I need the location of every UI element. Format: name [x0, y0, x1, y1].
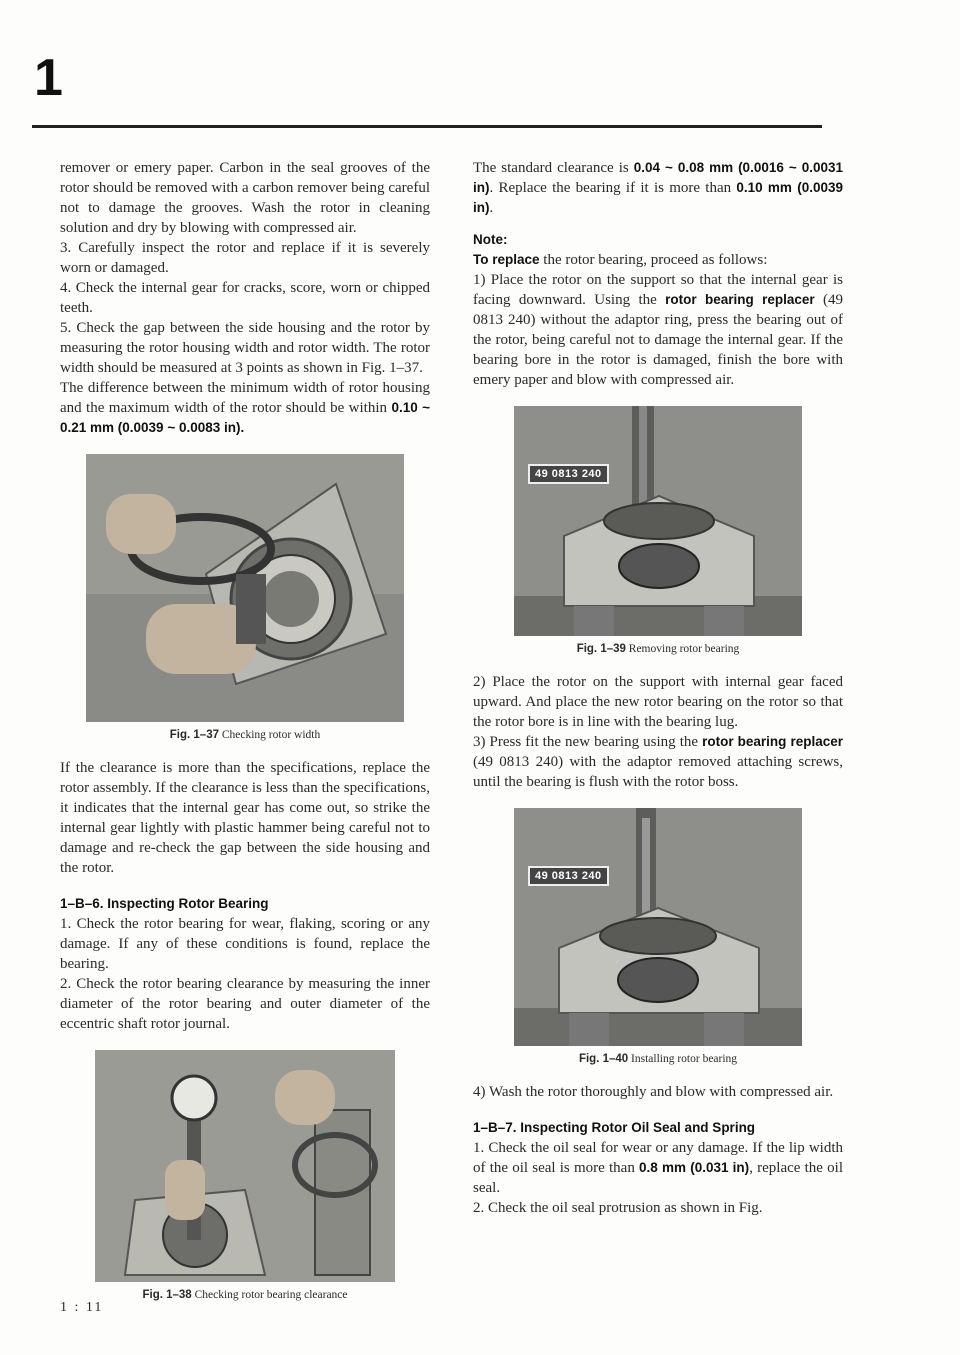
section-1-b-7-item-2: 2. Check the oil seal protrusion as shown in Fig.: [473, 1200, 763, 1216]
figure-1-39-caption: [473, 642, 843, 656]
step-1-tool-name: rotor bearing replacer: [665, 292, 815, 307]
step-4: 4) Wash the rotor thoroughly and blow with compressed air.: [473, 1084, 834, 1100]
step-3-text-a: 3) Press fit the new bearing using the: [473, 734, 699, 750]
oil-seal-lip-width-value: 0.8 mm (0.031 in): [639, 1160, 750, 1175]
section-1-b-7-title: 1–B–7. Inspecting Rotor Oil Seal and Spring: [473, 1120, 756, 1135]
note-label: Note:: [473, 232, 508, 247]
standard-clearance-mid: . Replace the bearing if it is more than: [489, 180, 732, 196]
max-clearance-value: 0.10 mm (0.0039 in): [473, 180, 843, 215]
figure-1-39-number: Fig. 1–39: [576, 643, 626, 655]
figure-1-39-tool-tag: 49 0813 240: [528, 464, 609, 484]
step-3: [473, 732, 843, 792]
step-1-text-b: (49 0813 240) without the adaptor ring, press the bearing out of the rotor, being careful not to damage the internal gear. If the bearing bore in the rotor is damaged, finish the bore with emery paper and blow with compressed air.: [473, 292, 844, 388]
note-replace-label: To replace: [473, 252, 540, 267]
header-rule: [32, 125, 822, 128]
figure-1-37-title: Checking rotor width: [221, 729, 321, 741]
figure-1-38-photo: [95, 1050, 395, 1282]
right-column: [473, 158, 843, 1218]
figure-1-37-caption: [60, 728, 430, 742]
section-1-b-7-item-1-text-a: 1. Check the oil seal for wear or any damage. If the lip width of the oil seal is more than: [473, 1140, 843, 1176]
figure-1-37-number: Fig. 1–37: [169, 729, 219, 741]
difference-spec-value: 0.10 ~ 0.21 mm (0.0039 ~ 0.0083 in).: [60, 400, 430, 435]
figure-1-40-title: Installing rotor bearing: [631, 1053, 738, 1065]
note-replace-text: the rotor bearing, proceed as follows:: [543, 252, 768, 268]
paragraph-clearance-spec: If the clearance is more than the specifications, replace the rotor assembly. If the clearance is less than the specifications, it indicates that the internal gear has come out, so strike the internal gear lightly with plastic hammer being careful not to damage and re-check the gap between the side housing and the rotor.: [60, 760, 430, 876]
paragraph-difference: [60, 378, 430, 438]
standard-clearance-end: .: [489, 200, 494, 216]
paragraph-carbon-removal: remover or emery paper. Carbon in the seal grooves of the rotor should be removed with a carbon remover being careful not to damage the grooves. Wash the rotor in cleaning solution and dry by blowing with compressed air.: [60, 160, 430, 236]
section-1-b-7-item-1-text-b: , replace the oil seal.: [473, 1160, 843, 1196]
section-1-b-6-item-2: 2. Check the rotor bearing clearance by measuring the inner diameter of the rotor bearing and outer diameter of the eccentric shaft rotor journal.: [60, 976, 430, 1032]
chapter-number: 1: [34, 49, 63, 107]
section-1-b-7-item-1: [473, 1138, 843, 1198]
figure-1-39-photo: [514, 406, 802, 636]
difference-text: The difference between the minimum width of rotor housing and the maximum width of the rotor should be within: [60, 380, 430, 416]
standard-clearance-value: 0.04 ~ 0.08 mm (0.0016 ~ 0.0031 in): [473, 160, 843, 195]
figure-1-40-tool-tag: 49 0813 240: [528, 866, 609, 886]
list-item-5: 5. Check the gap between the side housing and the rotor by measuring the rotor housing width and rotor width. The rotor width should be measured at 3 points as shown in Fig. 1–37.: [60, 320, 430, 376]
left-column: [60, 158, 430, 1302]
section-1-b-6-title: 1–B–6. Inspecting Rotor Bearing: [60, 896, 269, 911]
figure-1-39-title: Removing rotor bearing: [628, 643, 740, 655]
step-1-text-a: 1) Place the rotor on the support so that the internal gear is facing downward. Using the: [473, 272, 843, 308]
step-3-text-b: (49 0813 240) with the adaptor removed attaching screws, until the bearing is flush with the rotor boss.: [473, 754, 843, 790]
paragraph-standard-clearance: [473, 158, 843, 218]
figure-1-38-title: Checking rotor bearing clearance: [194, 1289, 348, 1301]
page-number: 1 : 11: [60, 1300, 104, 1315]
list-item-4: 4. Check the internal gear for cracks, score, worn or chipped teeth.: [60, 280, 430, 316]
step-2: 2) Place the rotor on the support with internal gear faced upward. And place the new rotor bearing on the rotor so that the rotor bore is in line with the bearing lug.: [473, 674, 843, 730]
standard-clearance-text: The standard clearance is: [473, 160, 629, 176]
figure-1-40-caption: [473, 1052, 843, 1066]
list-item-3: 3. Carefully inspect the rotor and replace if it is severely worn or damaged.: [60, 240, 430, 276]
figure-1-38-number: Fig. 1–38: [142, 1289, 192, 1301]
figure-1-37-photo: [86, 454, 404, 722]
figure-1-40-number: Fig. 1–40: [578, 1053, 629, 1065]
figure-1-38-caption: [60, 1288, 430, 1302]
figure-1-40-photo: [514, 808, 802, 1046]
step-3-tool-name: rotor bearing replacer: [702, 734, 844, 749]
section-1-b-6-item-1: 1. Check the rotor bearing for wear, flaking, scoring or any damage. If any of these conditions is found, replace the bearing.: [60, 916, 430, 972]
step-1: [473, 270, 843, 390]
note-replace: [473, 250, 843, 270]
